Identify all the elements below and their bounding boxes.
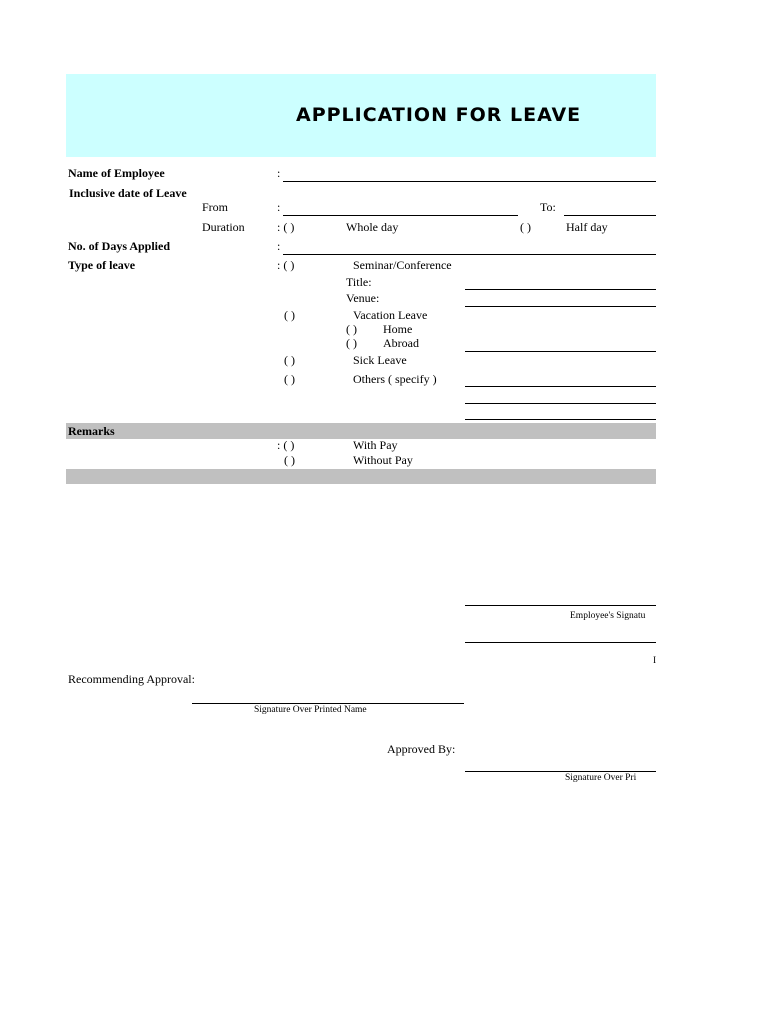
sick-leave-label: Sick Leave	[353, 353, 407, 367]
divider-bar	[66, 469, 656, 484]
approved-by-label: Approved By:	[387, 742, 456, 756]
remarks-label: Remarks	[68, 424, 115, 438]
seminar-title-field[interactable]	[465, 289, 656, 290]
with-pay-label: With Pay	[353, 438, 398, 452]
colon: :	[277, 200, 281, 214]
vacation-leave-label: Vacation Leave	[353, 308, 428, 322]
seminar-venue-field[interactable]	[465, 306, 656, 307]
home-label: Home	[383, 322, 413, 336]
vacation-leave-checkbox[interactable]: ( )	[284, 308, 295, 322]
duration-label: Duration	[202, 220, 245, 234]
inclusive-date-label: Inclusive date of Leave	[69, 186, 187, 200]
seminar-label: Seminar/Conference	[353, 258, 452, 272]
recommending-signature-line[interactable]	[192, 703, 464, 704]
employee-signature-line[interactable]	[465, 605, 656, 606]
approved-signature-line[interactable]	[465, 771, 656, 772]
to-date-field[interactable]	[564, 215, 656, 216]
whole-day-label: Whole day	[346, 220, 399, 234]
from-label: From	[202, 200, 229, 214]
recommending-approval-label: Recommending Approval:	[68, 672, 195, 686]
form-title: APPLICATION FOR LEAVE	[296, 104, 582, 126]
days-applied-field[interactable]	[283, 254, 656, 255]
recommending-signature-caption: Signature Over Printed Name	[254, 705, 367, 715]
half-day-label: Half day	[566, 220, 608, 234]
from-date-field[interactable]	[283, 215, 518, 216]
whole-day-checkbox[interactable]: : ( )	[277, 220, 295, 234]
others-field-1[interactable]	[465, 386, 656, 387]
name-of-employee-field[interactable]	[283, 181, 656, 182]
home-checkbox[interactable]: ( )	[346, 322, 357, 336]
name-of-employee-label: Name of Employee	[68, 166, 165, 180]
employee-signature-caption: Employee's Signatu	[570, 611, 646, 621]
abroad-checkbox[interactable]: ( )	[346, 336, 357, 350]
others-label: Others ( specify )	[353, 372, 437, 386]
half-day-checkbox[interactable]: ( )	[520, 220, 531, 234]
sick-leave-checkbox[interactable]: ( )	[284, 353, 295, 367]
approved-signature-caption: Signature Over Pri	[565, 773, 637, 783]
colon: :	[277, 239, 281, 253]
without-pay-label: Without Pay	[353, 453, 413, 467]
others-field-3[interactable]	[465, 419, 656, 420]
days-applied-label: No. of Days Applied	[68, 239, 171, 253]
others-checkbox[interactable]: ( )	[284, 372, 295, 386]
date-line[interactable]	[465, 642, 656, 643]
abroad-label: Abroad	[383, 336, 419, 350]
with-pay-checkbox[interactable]: : ( )	[277, 438, 295, 452]
abroad-field[interactable]	[465, 351, 656, 352]
without-pay-checkbox[interactable]: ( )	[284, 453, 295, 467]
seminar-venue-label: Venue:	[346, 291, 380, 305]
others-field-2[interactable]	[465, 403, 656, 404]
type-of-leave-label: Type of leave	[68, 258, 136, 272]
date-caption-stub: I	[653, 656, 656, 666]
remarks-bar	[66, 423, 656, 439]
colon: :	[277, 166, 281, 180]
to-label: To:	[540, 200, 556, 214]
seminar-title-label: Title:	[346, 275, 372, 289]
seminar-checkbox[interactable]: : ( )	[277, 258, 295, 272]
